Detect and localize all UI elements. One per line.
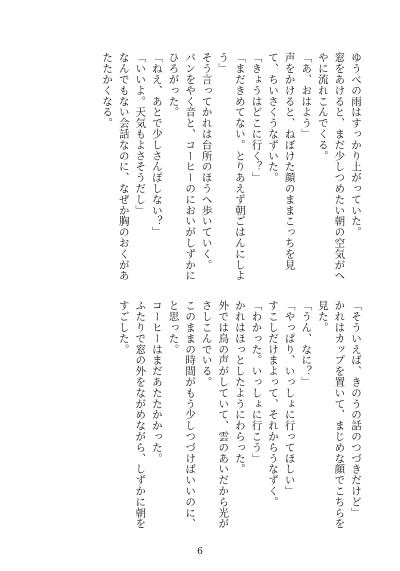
upper-text-block: ゆうべの雨はすっかり上がっていた。 窓をあけると、まだ少しつめたい朝の空気がへやに流れこんでくる。 「あ、おはよう」 声をかけると、ねぼけた顔のままこっちを見て、ちいさくうなずいた。 「きょうはどこに行く？」 「まだきめてない。とりあえず朝ごはんにしよう」 そう言ってかれは台所のほうへ歩いていく。 パンをやく音と、コーヒーのにおいがしずかにひろがった。 「ねえ、あとで少しさんぽしない？」 「いいよ。天気もよさそうだし」 なんでもない会話なのに、なぜか胸のおくがあたたかくなる。 [101, 52, 362, 281]
lower-text-block: 「そういえば、きのうの話のつづきだけど」 かれはカップを置いて、まじめな顔でこちらを見た。 「うん、なに？」 「やっぱり、いっしょに行ってほしい」 すこしだけまよって、それからうなずく。 「わかった。いっしょに行こう」 かれはほっとしたようにわらった。 外では鳥の声がしていて、雲のあいだから光がさしこんでいる。 このままの時間がもう少しつづけばいいのに、と思った。 コーヒーはまだあたたかかった。 ふたりで窓の外をながめながら、しずかに朝をすごした。 [117, 300, 362, 529]
page-number: 6 [197, 547, 203, 557]
